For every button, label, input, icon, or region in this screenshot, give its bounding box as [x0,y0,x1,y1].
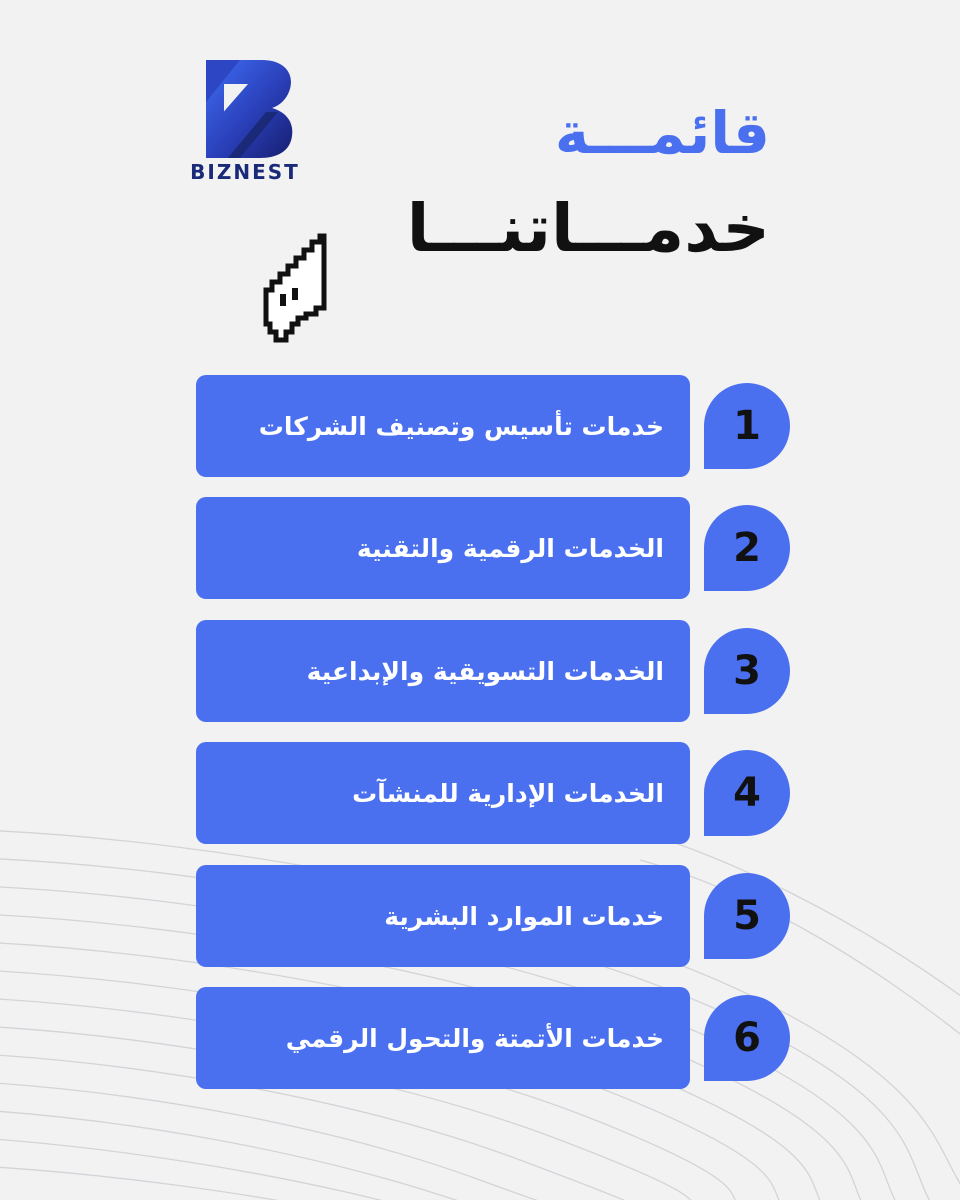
service-item-4[interactable] [196,742,792,844]
service-item-5[interactable] [196,865,792,967]
service-label: الخدمات الرقمية والتقنية [356,533,664,563]
service-card[interactable] [196,620,690,722]
service-card[interactable] [196,742,690,844]
service-card[interactable] [196,865,690,967]
service-number-badge: 4 [704,750,790,836]
page-title-line-2: خدمـــاتنـــا [406,190,770,267]
service-label: الخدمات التسويقية والإبداعية [306,656,664,686]
service-number-badge: 5 [704,873,790,959]
service-label: خدمات الأتمتة والتحول الرقمي [285,1023,664,1053]
page-title-line-1: قائمـــة [554,99,770,167]
service-item-1[interactable] [196,375,792,477]
service-number-badge: 6 [704,995,790,1081]
service-label: الخدمات الإدارية للمنشآت [352,778,664,808]
service-item-6[interactable] [196,987,792,1089]
service-label: خدمات الموارد البشرية [384,901,664,931]
service-number-badge: 2 [704,505,790,591]
service-card[interactable] [196,375,690,477]
service-label: خدمات تأسيس وتصنيف الشركات [258,411,664,441]
logo-b-mark-icon [170,56,320,160]
service-number-badge: 1 [704,383,790,469]
pixel-arrow-cursor-icon [262,232,330,344]
service-card[interactable] [196,497,690,599]
logo-wordmark: BIZNEST [190,160,300,184]
service-item-3[interactable] [196,620,792,722]
service-number-badge: 3 [704,628,790,714]
service-item-2[interactable] [196,497,792,599]
biznest-logo [170,56,320,186]
service-card[interactable] [196,987,690,1089]
